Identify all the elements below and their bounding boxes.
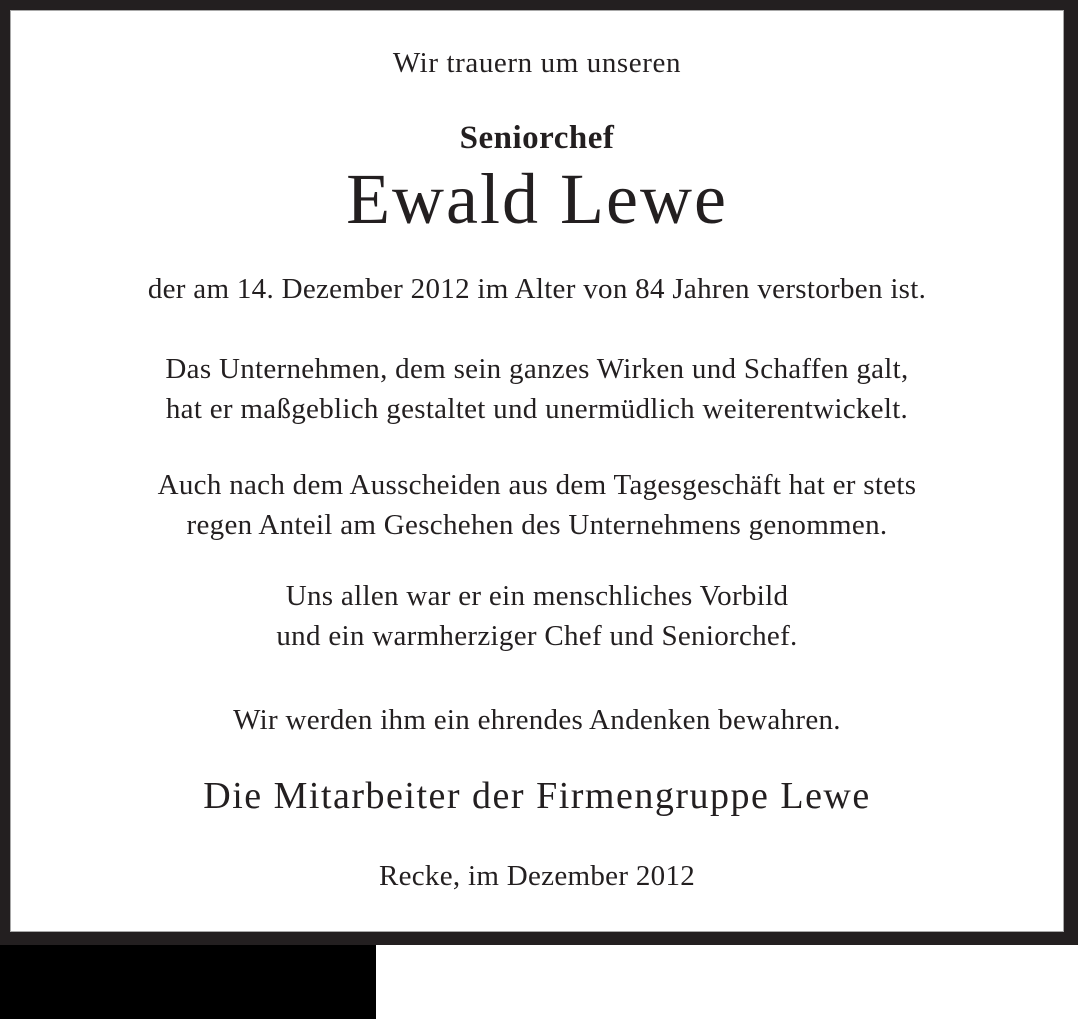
death-date-line: der am 14. Dezember 2012 im Alter von 84 Jahren verstorben ist. bbox=[147, 273, 927, 305]
paragraph2-line2: regen Anteil am Geschehen des Unternehmens genommen. bbox=[186, 509, 888, 541]
closing-line: Wir werden ihm ein ehrendes Andenken bewahren. bbox=[233, 704, 841, 736]
redaction-block bbox=[0, 945, 376, 1019]
paragraph3-line1: Uns allen war er ein menschliches Vorbild bbox=[285, 580, 789, 612]
paragraph1-line1: Das Unternehmen, dem sein ganzes Wirken und Schaffen galt, bbox=[165, 353, 909, 385]
place-date-line: Recke, im Dezember 2012 bbox=[378, 860, 696, 892]
signature-line: Die Mitarbeiter der Firmengruppe Lewe bbox=[203, 775, 871, 817]
intro-line: Wir trauern um unseren bbox=[392, 47, 682, 79]
paragraph1-line2: hat er maßgeblich gestaltet und unermüdlich weiterentwickelt. bbox=[165, 393, 909, 425]
paragraph2-line1: Auch nach dem Ausscheiden aus dem Tagesgeschäft hat er stets bbox=[157, 469, 917, 501]
role-title: Seniorchef bbox=[459, 120, 615, 156]
deceased-name: Ewald Lewe bbox=[346, 159, 728, 239]
paragraph3-line2: und ein warmherziger Chef und Seniorchef. bbox=[276, 620, 798, 652]
